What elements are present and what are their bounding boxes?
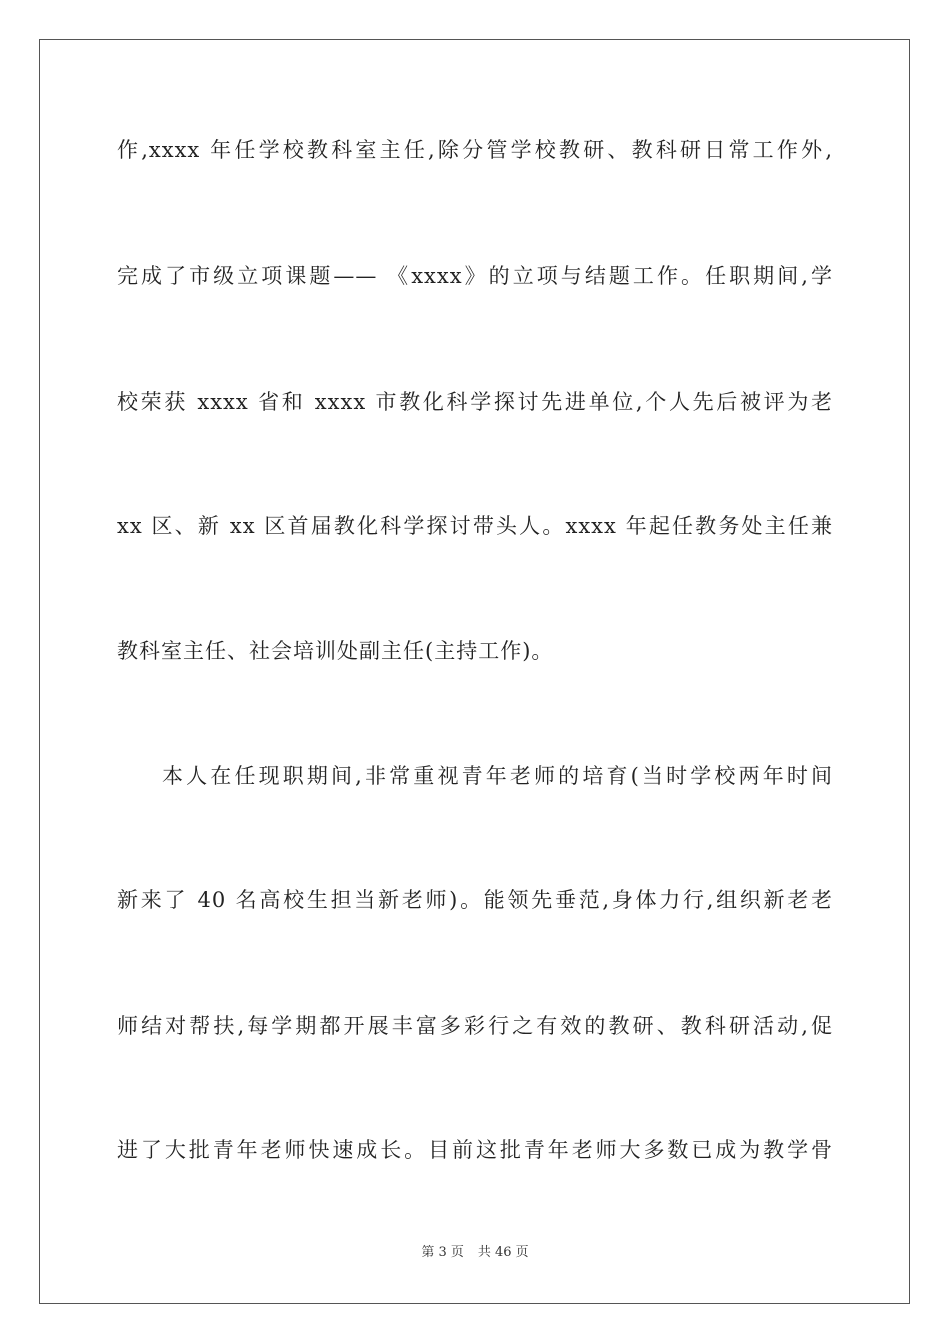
- total-pages: 共 46 页: [477, 1245, 529, 1260]
- body-text-line: 新来了 40 名高校生担当新老师)。能领先垂范,身体力行,组织新老老: [117, 888, 833, 912]
- body-text-line: 完成了市级立项课题—— 《xxxx》的立项与结题工作。任职期间,学: [117, 264, 833, 288]
- body-text-line: xx 区、新 xx 区首届教化科学探讨带头人。xxxx 年起任教务处主任兼: [117, 514, 833, 538]
- body-text-line: 教科室主任、社会培训处副主任(主持工作)。: [117, 639, 554, 663]
- body-text-line: 校荣获 xxxx 省和 xxxx 市教化科学探讨先进单位,个人先后被评为老: [117, 390, 833, 414]
- body-text-line: 师结对帮扶,每学期都开展丰富多彩行之有效的教研、教科研活动,促: [117, 1014, 833, 1038]
- page-border: [39, 39, 910, 1304]
- paragraph-first-line: 本人在任现职期间,非常重视青年老师的培育(当时学校两年时间: [162, 764, 833, 788]
- page-footer: [0, 1244, 950, 1262]
- body-text-line: 进了大批青年老师快速成长。目前这批青年老师大多数已成为教学骨: [117, 1138, 833, 1162]
- page-number: 第 3 页: [421, 1245, 464, 1260]
- body-text-line: 作,xxxx 年任学校教科室主任,除分管学校教研、教科研日常工作外,: [117, 138, 833, 162]
